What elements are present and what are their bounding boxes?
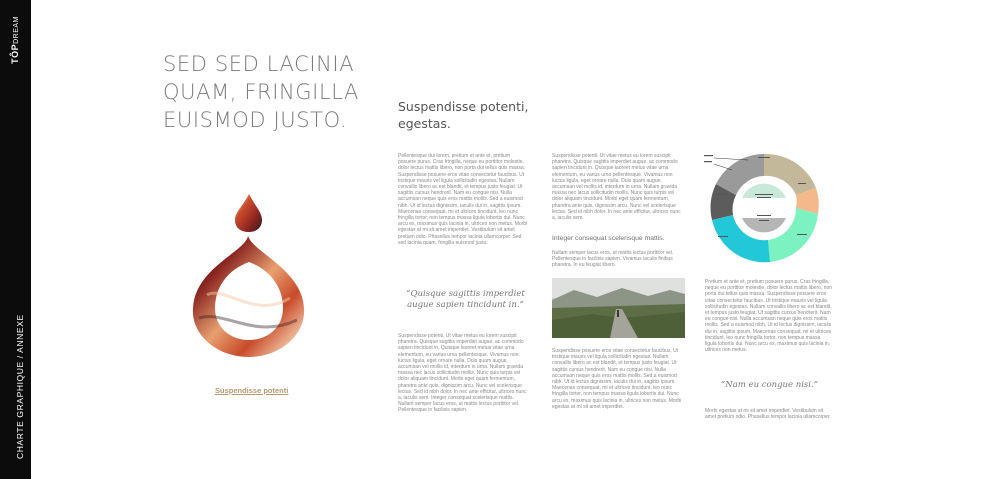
column-2-text-c: Suspendisse posuere eros vitae consectetur faucibus. Ut tristique mauris vel ligula sollicitudin egestas. Nullam convallis libero ac est blandit, et tempus justo feugiat. Ut sagittis cursus hendrerit. Nam eu congue nisi. Nulla accumsan neque quis eros mattis mollis. Sed a euismod nibh. Ut id lectus dignissim, iaculis dui in, sagittis ipsum. Maecenas consequat, mi et ultrices tincidunt, leo nunc fringilla tortor, non tempus massa ligula lobortis dui. Nunc arcu ex, maximus quis lacinia in, ultrices non metus. Morbi egestas at mi sit amet imperdiet.: [552, 348, 682, 410]
donut-diagram: [700, 148, 830, 268]
column-3-text-a: Pretium et ante et, pretium posuere purus. Cras fringilla, neque eu porttitor molestie, dolor lectus mattis libero, non porta dui tellus quis massa. Suspendisse posuere eros vitae consectetur faucibus. Ut tristique mauris vel ligula sollicitudin egestas. Nullam convallis libero ac est blandit, et tempus justo feugiat. Ut sagittis cursus hendrerit. Nam eu congue nisi. Nulla accumsan neque quis eros mattis mollis. Sed a euismod nibh. Ut id lectus dignissim, iaculis dui in, sagittis ipsum. Maecenas consequat, mi et ultrices tincidunt, leo nunc fringilla tortor, non tempus massa ligula lobortis dui. Nunc arcu ex, maximus quis lacinia in, ultrices non metus.: [705, 279, 833, 354]
drop-logo-icon: [185, 190, 305, 360]
column-2-heading: Integer consequat scelerisque mattis.: [552, 235, 665, 242]
hero-title-line-2: QUAM, FRINGILLA: [163, 80, 360, 104]
logo-caption-link[interactable]: Suspendisse potenti: [215, 386, 289, 395]
column-2-text-a: Suspendisse potenti. Ut vitae metus eu lorem suscipit pharetra. Quisque sagittis imperdiet augue, ac commodo sapien tincidunt in. Quisque laoreet metus vitae urna elementum, eu varius urna pellentesque. Vivamus non luctus ligula, eget ornare nulla. Duis quam augue, accumsan vel mollis id, interdum in urna. Nullam gravida massa nec lacus sollicitudin mollis. Nunc quis turpis vel dolor aliquam tincidunt. Morbi eget quam fermentum, pharetra ante quis, dignissim arcu. Nunc vel scelerisque lectus. Sed id nibh dolor. In nec ante efficitur, ultrices nunc a, iaculis sem.: [552, 153, 681, 222]
hero-title: [163, 50, 383, 134]
brand-logo: [7, 10, 23, 70]
column-3-text-b: Morbi egestas at mi sit amet imperdiet. Vestibulum sit amet pretium odio. Phasellus tempor lacinia ullamcorper.: [705, 408, 831, 421]
hero-title-line-1: SED SED LACINIA: [163, 52, 355, 76]
column-1-text-b: Suspendisse potenti. Ut vitae metus eu lorem suscipit pharetra. Quisque sagittis imperdiet augue, ac commodo sapien tincidunt in. Quisque laoreet metus vitae urna elementum, eu varius urna pellentesque. Vivamus non luctus ligula, eget ornare nulla. Duis quam augue, accumsan vel mollis id, interdum in urna. Nullam gravida massa nec lacus sollicitudin mollis. Nunc quis turpis vel dolor aliquam tincidunt. Morbi eget quam fermentum, pharetra ante quis, dignissim arcu. Nunc vel scelerisque lectus. Sed id nibh dolor. In nec ante efficitur, ultrices nunc a, iaculis sem. Integer consequat scelerisque mattis. Nullam semper lacus eros, ut mattis lectus porttitor vel. Pellentesque in facilisis sapien.: [398, 333, 527, 414]
sidebar: [0, 0, 31, 479]
landscape-photo: [552, 278, 685, 338]
section-label-text: CHARTE GRAPHIQUE / ANNEXE: [15, 314, 25, 459]
pull-quote-2: “Nam eu congue nisi.”: [720, 380, 819, 390]
hero-title-line-3: EUISMOD JUSTO.: [163, 108, 348, 132]
column-1-text-a: Pellentesque dui lorem, pretium et ante et, pretium posuere purus. Cras fringilla, neque eu porttitor molestie, dolor lectus mattis libero, non porta dui tellus quis massa. Suspendisse posuere eros vitae consectetur faucibus. Ut tristique mauris vel ligula sollicitudin egestas. Nullam convallis libero ac est blandit, et tempus justo feugiat. Ut sagittis cursus hendrerit. Nam eu congue nisi. Nulla accumsan neque quis eros mattis mollis. Sed a euismod nibh. Ut id lectus dignissim, iaculis dui in, sagittis ipsum. Maecenas consequat, mi et ultrices tincidunt, leo nunc fringilla tortor, non tempus massa ligula lobortis dui. Nunc arcu ex, maximus quis lacinia in, ultrices non metus. Morbi egestas at mi sit amet imperdiet. Vestibulum sit amet pretium odio. Phasellus tempor lacinia ullamcorper. Sed sed lacinia quam, fringilla euismod justo.: [398, 153, 528, 246]
section-label: [15, 314, 25, 469]
column-2-text-b: Nullam semper lacus eros, ut mattis lectus porttitor vel. Pellentesque in facilisis sapien. Vivamus iaculis finibus pharetra. In eu feugiat libero.: [552, 250, 674, 269]
brand-name-light: DREAM: [13, 16, 20, 44]
pull-quote-1: “Quisque sagittis imperdiet augue sapien tincidunt in.”: [406, 289, 525, 310]
brand-name-bold: TÔP: [10, 43, 20, 64]
subtitle: Suspendisse potenti, egestas.: [398, 99, 529, 131]
